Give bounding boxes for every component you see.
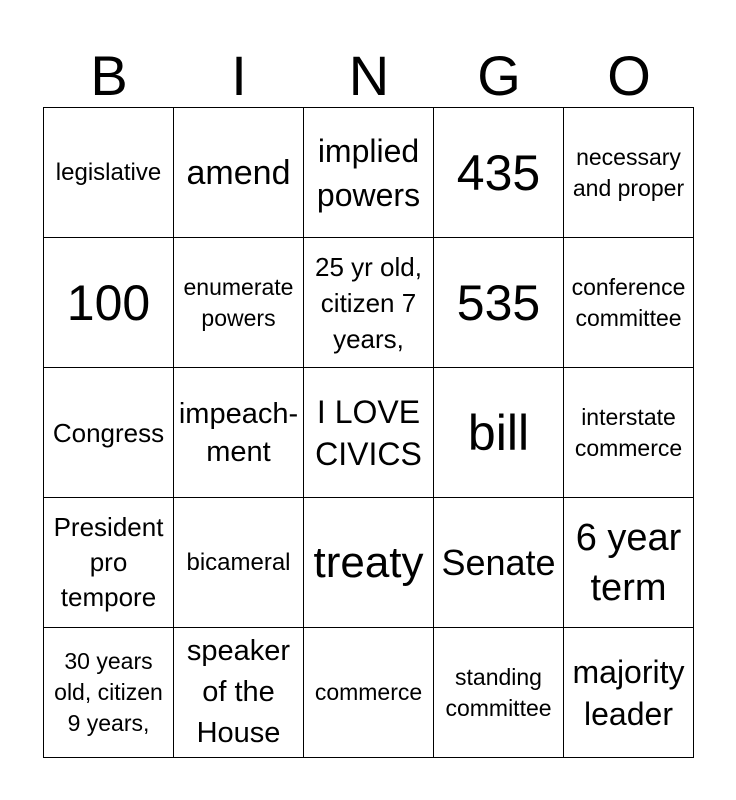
- bingo-cell[interactable]: [44, 368, 174, 498]
- bingo-cell[interactable]: [434, 238, 564, 368]
- bingo-cell[interactable]: [44, 108, 174, 238]
- bingo-cell[interactable]: [564, 238, 694, 368]
- cell-text: conference committee: [571, 273, 686, 331]
- cell-text: impeach-ment: [178, 397, 299, 468]
- cell-text: 30 years old, citizen 9 years,: [54, 648, 163, 736]
- bingo-cell[interactable]: [564, 498, 694, 628]
- cell-text: Congress: [52, 417, 165, 448]
- bingo-cell[interactable]: [564, 108, 694, 238]
- cell-text: standing committee: [445, 663, 552, 721]
- cell-text: commerce: [314, 679, 423, 705]
- header-letter-i: I: [231, 44, 247, 107]
- bingo-cell[interactable]: [304, 498, 434, 628]
- bingo-cell[interactable]: [44, 628, 174, 758]
- bingo-cell[interactable]: [564, 368, 694, 498]
- cell-text: interstate commerce: [574, 403, 683, 461]
- cell-text: amend: [186, 153, 291, 192]
- bingo-cell[interactable]: [434, 368, 564, 498]
- bingo-cell[interactable]: [44, 498, 174, 628]
- cell-text: I LOVE CIVICS: [315, 393, 422, 472]
- cell-text: enumerate powers: [183, 273, 294, 331]
- cell-text: 6 year term: [575, 516, 682, 609]
- bingo-cell[interactable]: [304, 108, 434, 238]
- cell-text: President pro tempore: [53, 512, 164, 612]
- bingo-cell[interactable]: [304, 628, 434, 758]
- cell-text: 25 yr old, citizen 7 years,: [315, 251, 422, 354]
- bingo-cell[interactable]: [174, 498, 304, 628]
- cell-text: 100: [66, 274, 151, 331]
- bingo-cell[interactable]: [44, 238, 174, 368]
- bingo-cell[interactable]: [304, 238, 434, 368]
- header-letter-g: G: [477, 44, 521, 107]
- cell-text: 535: [456, 274, 541, 331]
- cell-text: legislative: [55, 158, 162, 186]
- header-letter-o: O: [607, 44, 651, 107]
- bingo-cell[interactable]: [434, 498, 564, 628]
- cell-text: majority leader: [572, 653, 685, 732]
- bingo-cell[interactable]: [174, 238, 304, 368]
- cell-text: implied powers: [316, 132, 421, 213]
- cell-text: Senate: [441, 541, 556, 583]
- cell-text: bicameral: [186, 548, 291, 576]
- bingo-cell[interactable]: [174, 108, 304, 238]
- cell-text: 435: [456, 144, 541, 201]
- cell-text: necessary and proper: [572, 143, 685, 201]
- bingo-cell[interactable]: [174, 368, 304, 498]
- bingo-cell[interactable]: [564, 628, 694, 758]
- cell-text: bill: [467, 404, 530, 461]
- bingo-cell[interactable]: [304, 368, 434, 498]
- header-letter-n: N: [348, 44, 390, 107]
- header-letter-b: B: [90, 44, 128, 107]
- bingo-cell[interactable]: [434, 108, 564, 238]
- bingo-cell[interactable]: [434, 628, 564, 758]
- bingo-cell[interactable]: [174, 628, 304, 758]
- cell-text: treaty: [313, 537, 424, 587]
- cell-text: speaker of the House: [186, 635, 291, 749]
- bingo-board: [43, 107, 694, 758]
- bingo-header: [44, 44, 694, 108]
